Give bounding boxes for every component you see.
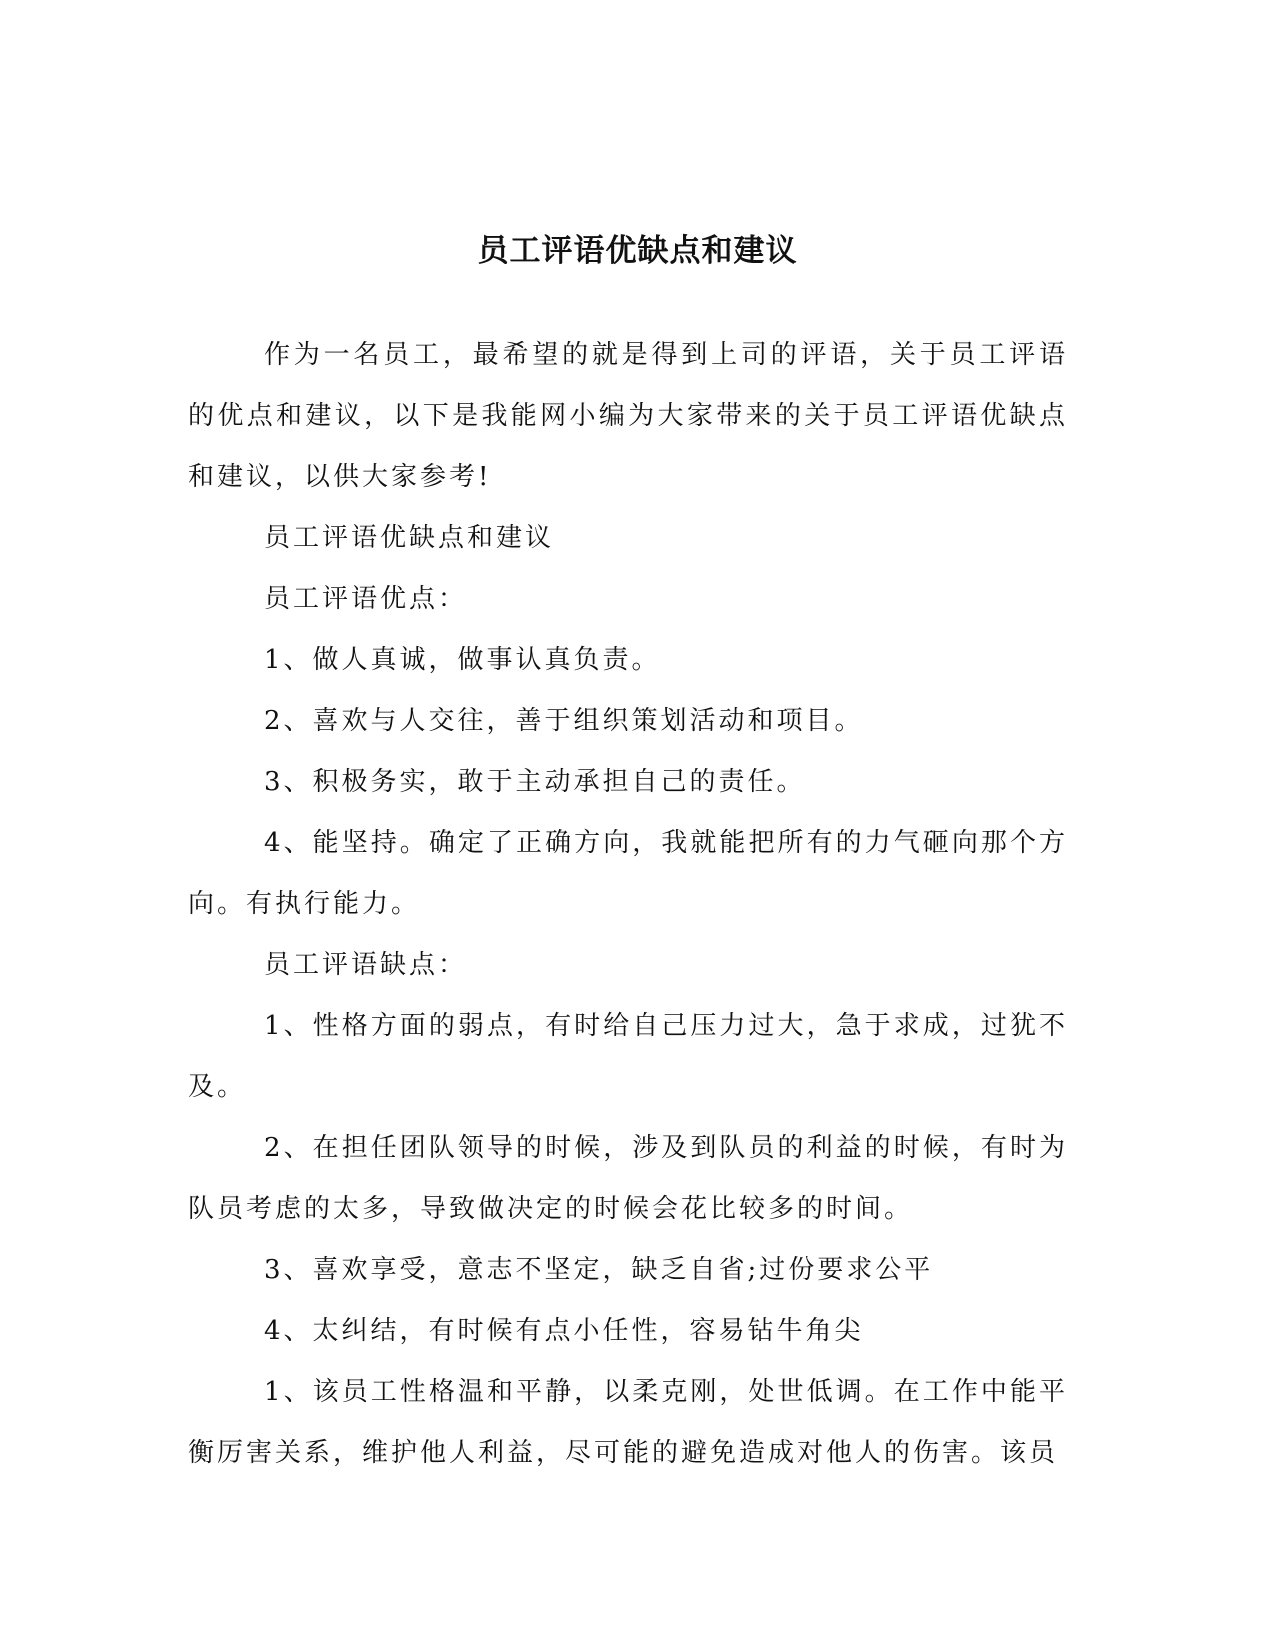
- strengths-heading: 员工评语优点：: [264, 584, 468, 614]
- strength-item: 1、做人真诚，做事认真负责。: [264, 645, 661, 675]
- strength-item: 4、能坚持。确定了正确方向，我就能把所有的力气砸向那个方向。有执行能力。: [188, 828, 1068, 919]
- strength-item: 2、喜欢与人交往，善于组织策划活动和项目。: [264, 706, 864, 736]
- weakness-item: 4、太纠结，有时候有点小任性，容易钻牛角尖: [264, 1316, 864, 1346]
- weaknesses-heading: 员工评语缺点：: [264, 950, 468, 980]
- strength-item: 3、积极务实，敢于主动承担自己的责任。: [264, 767, 806, 797]
- comment-item: 1、该员工性格温和平静，以柔克刚，处世低调。在工作中能平衡厉害关系，维护他人利益，尽可能的避免造成对他人的伤害。该员: [188, 1377, 1068, 1468]
- weakness-item: 1、性格方面的弱点，有时给自己压力过大，急于求成，过犹不及。: [188, 1011, 1068, 1102]
- section-heading: 员工评语优缺点和建议: [264, 523, 555, 553]
- document-body: [188, 325, 1068, 1484]
- document-title: 员工评语优缺点和建议: [477, 232, 798, 269]
- weakness-item: 3、喜欢享受，意志不坚定，缺乏自省;过份要求公平: [264, 1255, 934, 1285]
- weakness-item: 2、在担任团队领导的时候，涉及到队员的利益的时候，有时为队员考虑的太多，导致做决定的时候会花比较多的时间。: [188, 1133, 1068, 1224]
- intro-paragraph: 作为一名员工，最希望的就是得到上司的评语，关于员工评语的优点和建议，以下是我能网小编为大家带来的关于员工评语优缺点和建议，以供大家参考!: [188, 340, 1068, 492]
